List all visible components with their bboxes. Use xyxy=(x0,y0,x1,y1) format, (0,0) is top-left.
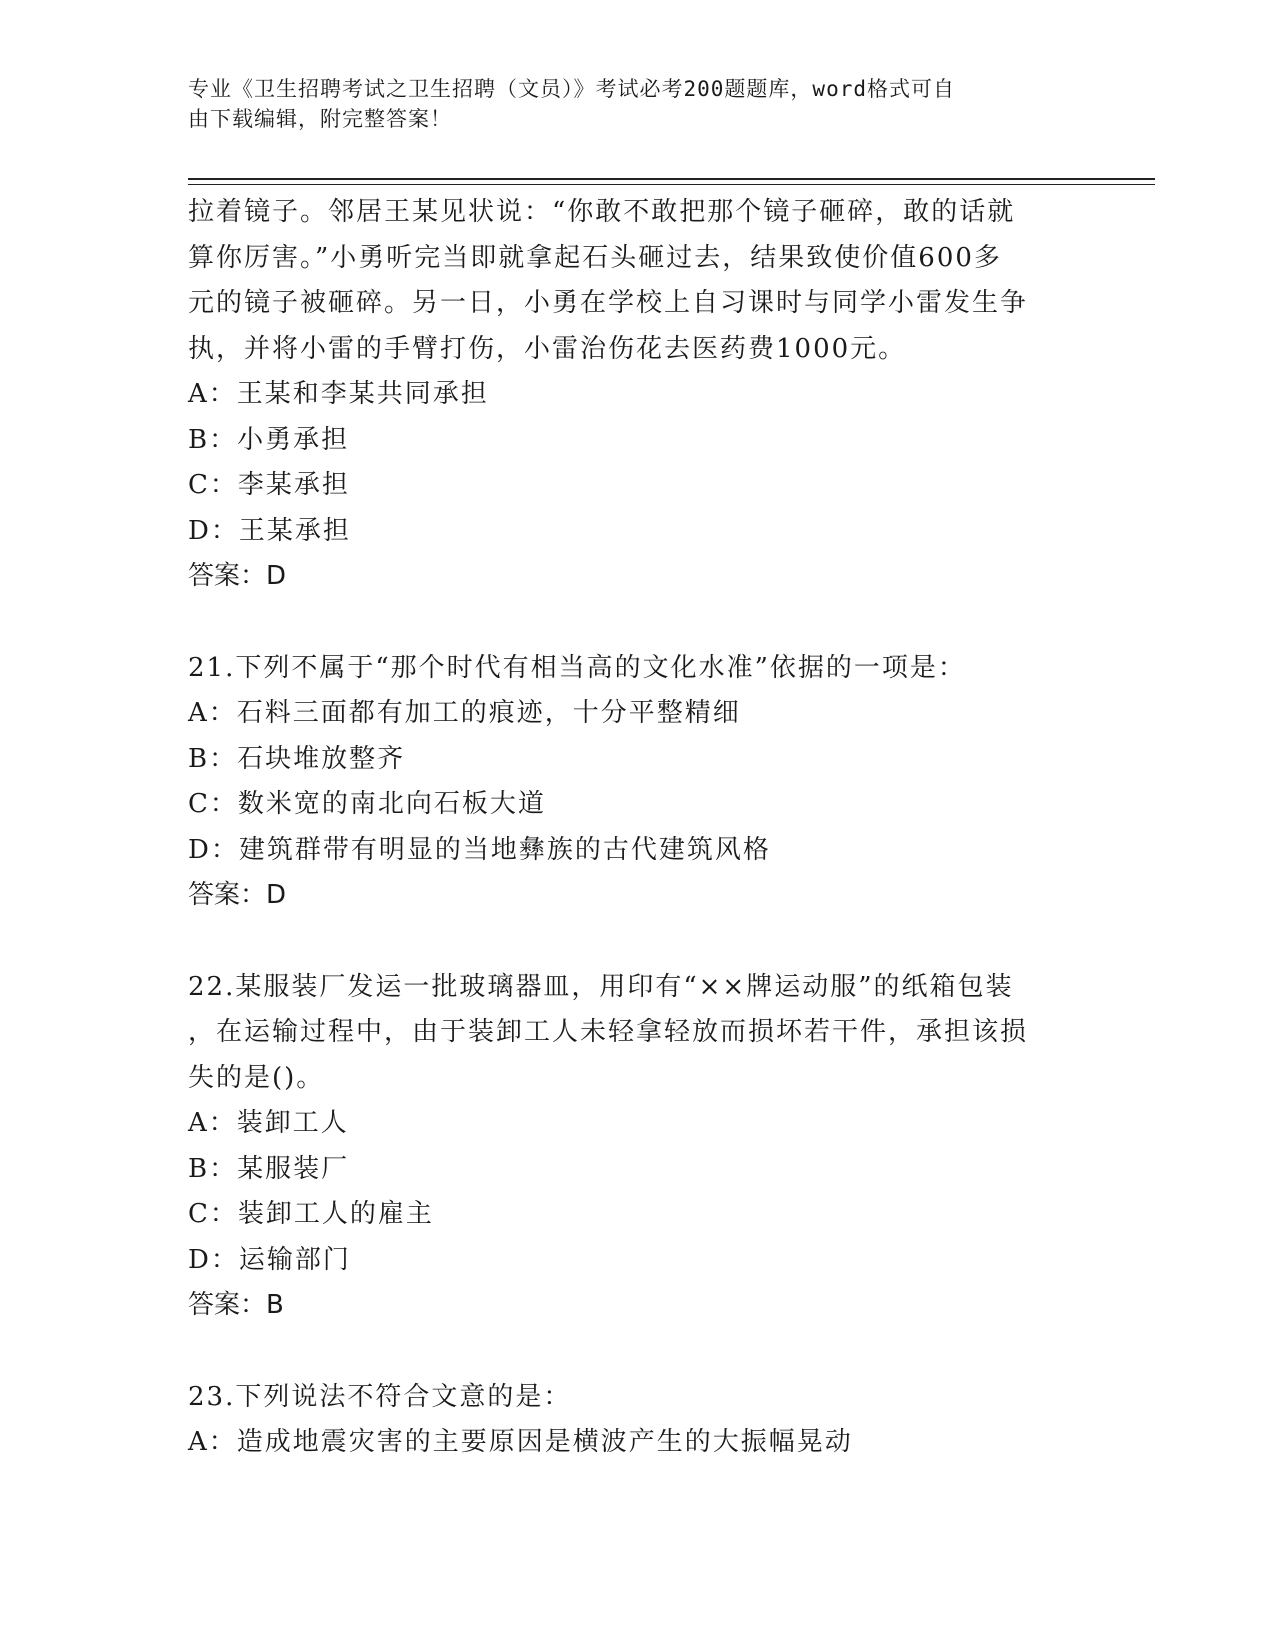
option-b: B：石块堆放整齐 xyxy=(188,743,406,774)
header-rule-thick xyxy=(188,178,1155,180)
question-22 xyxy=(188,965,1088,1329)
answer: 答案：D xyxy=(188,880,287,910)
question-text-line: 失的是()。 xyxy=(188,1062,325,1093)
question-21 xyxy=(188,646,1088,919)
option-d: D：建筑群带有明显的当地彝族的古代建筑风格 xyxy=(188,834,771,865)
option-a: A：造成地震灾害的主要原因是横波产生的大振幅晃动 xyxy=(188,1427,853,1457)
answer: 答案：B xyxy=(188,1290,284,1320)
option-c: C：数米宽的南北向石板大道 xyxy=(188,789,546,819)
question-text-line: 元的镜子被砸碎。另一日，小勇在学校上自习课时与同学小雷发生争 xyxy=(188,288,1029,318)
question-content xyxy=(188,190,1088,1466)
question-23 xyxy=(188,1375,1088,1466)
option-b: B：某服装厂 xyxy=(188,1153,350,1184)
header-line-1: 专业《卫生招聘考试之卫生招聘（文员）》考试必考200题题库，word格式可自 xyxy=(188,77,955,101)
question-text-line: 算你厉害。”小勇听完当即就拿起石头砸过去，结果致使价值600多 xyxy=(188,242,1002,273)
option-b: B：小勇承担 xyxy=(188,424,350,455)
option-a: A：石料三面都有加工的痕迹，十分平整精细 xyxy=(188,698,741,728)
header-line-2: 由下载编辑，附完整答案！ xyxy=(188,107,452,131)
document-header xyxy=(188,74,1068,134)
header-rule-thin xyxy=(188,184,1155,185)
option-a: A：王某和李某共同承担 xyxy=(188,379,489,409)
question-text-line: 执，并将小雷的手臂打伤，小雷治伤花去医药费1000元。 xyxy=(188,333,907,364)
option-c: C：装卸工人的雇主 xyxy=(188,1199,434,1229)
question-text-line: 22.某服装厂发运一批玻璃器皿，用印有“××牌运动服”的纸箱包装 xyxy=(188,971,1014,1002)
option-d: D：运输部门 xyxy=(188,1244,351,1275)
answer: 答案：D xyxy=(188,561,287,591)
question-text-line: 23.下列说法不符合文意的是： xyxy=(188,1381,572,1412)
question-text-line: 21.下列不属于“那个时代有相当高的文化水准”依据的一项是： xyxy=(188,652,966,683)
option-d: D：王某承担 xyxy=(188,515,351,546)
question-text-line: ，在运输过程中，由于装卸工人未轻拿轻放而损坏若干件，承担该损 xyxy=(188,1017,1029,1047)
option-c: C：李某承担 xyxy=(188,470,350,500)
question-20-continuation xyxy=(188,190,1088,600)
question-text-line: 拉着镜子。邻居王某见状说：“你敢不敢把那个镜子砸碎，敢的话就 xyxy=(188,197,1016,227)
option-a: A：装卸工人 xyxy=(188,1108,349,1138)
